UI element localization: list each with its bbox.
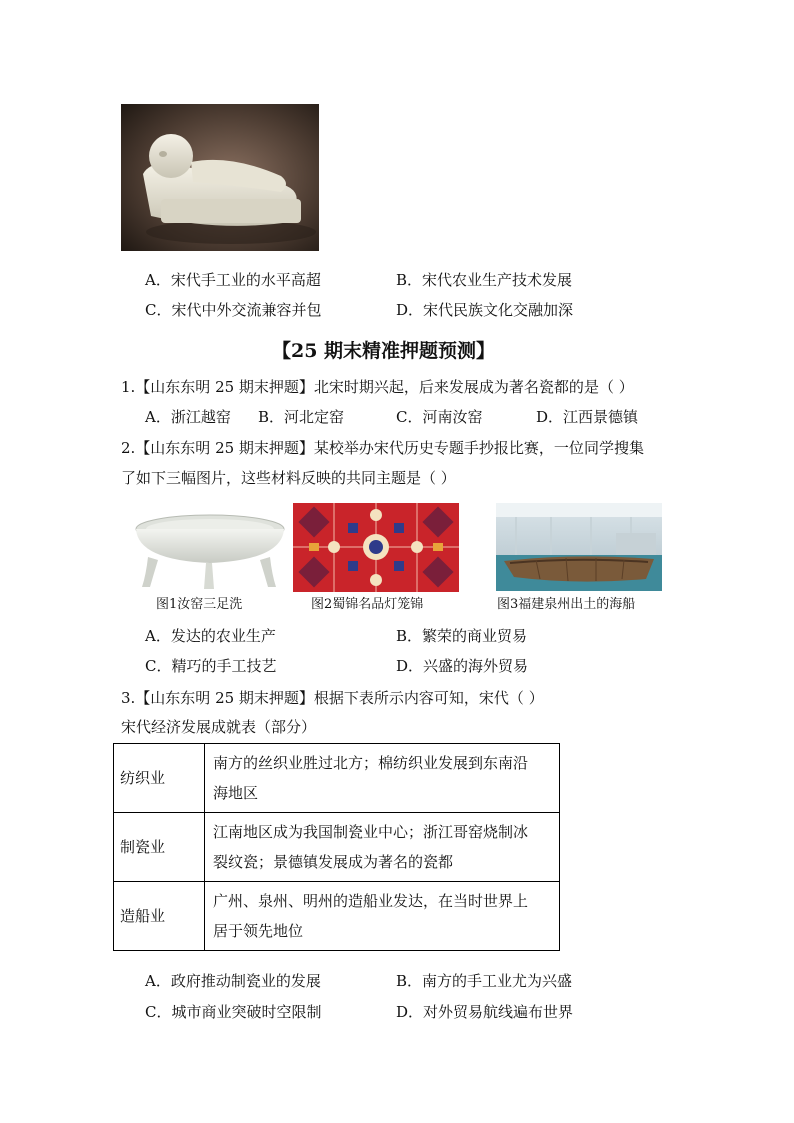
economy-table xyxy=(113,743,560,951)
table-row-value: 江南地区成为我国制瓷业中心；浙江哥窑烧制冰 裂纹瓷；景德镇发展成为著名的瓷都 xyxy=(205,813,560,882)
q3-option-c: C．城市商业突破时空限制 xyxy=(145,1003,322,1021)
table-row-key: 纺织业 xyxy=(114,744,205,813)
table-title: 宋代经济发展成就表（部分） xyxy=(121,718,317,736)
table-row xyxy=(114,882,560,951)
table-row-value: 南方的丝织业胜过北方；棉纺织业发展到东南沿 海地区 xyxy=(205,744,560,813)
q1-option-d: D．江西景德镇 xyxy=(536,408,639,426)
q1-option-a: A．浙江越窑 xyxy=(145,408,231,426)
shu-brocade-photo xyxy=(293,503,459,592)
figure-3-caption: 图3福建泉州出土的海船 xyxy=(497,597,636,612)
q3-option-d: D．对外贸易航线遍布世界 xyxy=(396,1003,574,1021)
ru-kiln-tripod-photo xyxy=(128,505,290,593)
option-d: D．宋代民族文化交融加深 xyxy=(396,301,574,319)
section-title: 【25 期末精准押题预测】 xyxy=(272,340,496,362)
q2-option-c: C．精巧的手工技艺 xyxy=(145,657,277,675)
porcelain-pillow-photo xyxy=(121,104,319,251)
question-2-stem-line1: 2.【山东东明 25 期末押题】某校举办宋代历史专题手抄报比赛，一位同学搜集 xyxy=(121,439,644,457)
table-row-key: 制瓷业 xyxy=(114,813,205,882)
q2-option-d: D．兴盛的海外贸易 xyxy=(396,657,529,675)
q2-option-a: A．发达的农业生产 xyxy=(145,627,276,645)
quanzhou-ship-photo xyxy=(496,503,662,591)
figure-2-caption: 图2蜀锦名品灯笼锦 xyxy=(311,597,424,612)
q3-option-a: A．政府推动制瓷业的发展 xyxy=(145,972,321,990)
option-c: C．宋代中外交流兼容并包 xyxy=(145,301,322,319)
option-b: B．宋代农业生产技术发展 xyxy=(396,271,573,289)
q2-option-b: B．繁荣的商业贸易 xyxy=(396,627,528,645)
table-row xyxy=(114,744,560,813)
option-a: A．宋代手工业的水平高超 xyxy=(145,271,321,289)
table-row-value: 广州、泉州、明州的造船业发达，在当时世界上 居于领先地位 xyxy=(205,882,560,951)
question-3-stem: 3.【山东东明 25 期末押题】根据下表所示内容可知，宋代（ ） xyxy=(121,689,544,707)
table-row xyxy=(114,813,560,882)
question-1-stem: 1.【山东东明 25 期末押题】北宋时期兴起，后来发展成为著名瓷都的是（ ） xyxy=(121,378,634,396)
figure-1-caption: 图1汝窑三足洗 xyxy=(156,597,243,612)
q1-option-c: C．河南汝窑 xyxy=(396,408,483,426)
table-row-key: 造船业 xyxy=(114,882,205,951)
question-2-stem-line2: 了如下三幅图片，这些材料反映的共同主题是（ ） xyxy=(121,469,456,487)
q1-option-b: B．河北定窑 xyxy=(258,408,345,426)
q3-option-b: B．南方的手工业尤为兴盛 xyxy=(396,972,573,990)
